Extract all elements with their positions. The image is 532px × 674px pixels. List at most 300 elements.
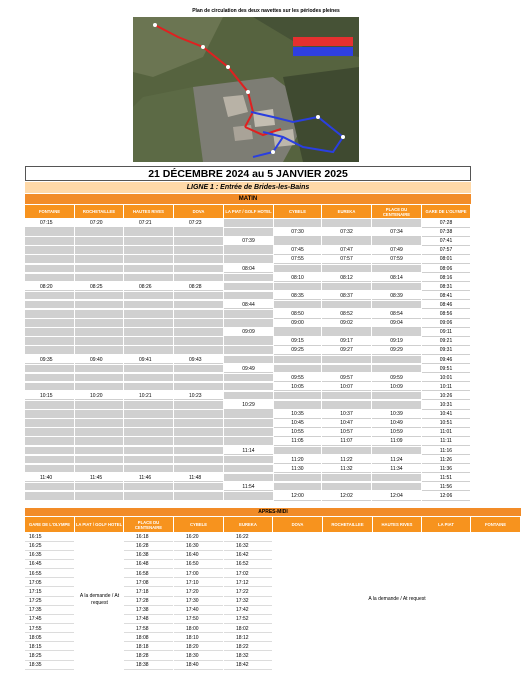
morning-time-cell: [124, 237, 173, 246]
morning-time-cell: 07:34: [372, 228, 421, 237]
morning-time-cell: [224, 246, 273, 255]
morning-time-cell: 07:57: [422, 246, 470, 255]
morning-time-cell: [274, 237, 321, 246]
morning-time-cell: [124, 228, 173, 237]
morning-time-cell: [174, 419, 223, 428]
morning-time-cell: [174, 346, 223, 355]
morning-time-cell: [322, 328, 371, 337]
morning-time-cell: 10:29: [224, 401, 273, 410]
morning-time-cell: [25, 465, 74, 474]
morning-time-cell: [224, 465, 273, 474]
morning-time-cell: 09:35: [25, 356, 74, 365]
morning-time-cell: [124, 292, 173, 301]
morning-time-cell: [174, 319, 223, 328]
morning-time-cell: 09:17: [322, 337, 371, 346]
morning-time-cell: [75, 301, 123, 310]
morning-time-cell: [75, 483, 123, 492]
morning-time-cell: 08:56: [422, 310, 470, 319]
morning-time-cell: [124, 383, 173, 392]
morning-time-cell: [174, 255, 223, 264]
morning-time-cell: 11:36: [422, 465, 470, 474]
morning-time-cell: [25, 237, 74, 246]
afternoon-col-header: GARE DE L'OLYMPE: [25, 517, 74, 532]
morning-time-cell: [372, 219, 421, 228]
morning-time-cell: [372, 447, 421, 456]
afternoon-time-cell: 18:35: [25, 661, 74, 670]
morning-time-cell: [224, 419, 273, 428]
morning-time-cell: [322, 365, 371, 374]
morning-time-cell: 07:39: [224, 237, 273, 246]
morning-time-cell: 11:20: [274, 456, 321, 465]
morning-time-cell: [174, 228, 223, 237]
morning-time-cell: [174, 292, 223, 301]
morning-time-cell: 09:15: [274, 337, 321, 346]
morning-time-cell: [25, 374, 74, 383]
morning-time-cell: [174, 447, 223, 456]
morning-time-cell: [124, 346, 173, 355]
afternoon-time-cell: 18:18: [124, 643, 173, 652]
morning-time-cell: 10:31: [422, 401, 470, 410]
morning-time-cell: [224, 456, 273, 465]
morning-time-cell: [372, 401, 421, 410]
morning-time-cell: 11:46: [124, 474, 173, 483]
morning-time-cell: 09:46: [422, 356, 470, 365]
morning-col-header: GARE DE L'OLYMPE: [422, 205, 470, 218]
afternoon-time-cell: 17:18: [124, 588, 173, 597]
morning-time-cell: [75, 274, 123, 283]
morning-time-cell: 11:14: [224, 447, 273, 456]
morning-time-cell: 07:21: [124, 219, 173, 228]
morning-time-cell: [224, 428, 273, 437]
morning-time-cell: [274, 474, 321, 483]
afternoon-time-cell: 17:28: [124, 597, 173, 606]
morning-time-cell: 11:16: [422, 447, 470, 456]
morning-time-cell: [372, 483, 421, 492]
morning-time-cell: 09:55: [274, 374, 321, 383]
afternoon-time-cell: 16:50: [174, 560, 223, 569]
morning-time-cell: 12:04: [372, 492, 421, 501]
morning-time-cell: [25, 437, 74, 446]
morning-time-cell: 10:59: [372, 428, 421, 437]
morning-time-cell: [224, 310, 273, 319]
morning-time-cell: 07:55: [274, 255, 321, 264]
map-title: Plan de circulation des deux navettes sur les périodes pleines: [192, 8, 340, 14]
morning-time-cell: [174, 428, 223, 437]
morning-time-cell: [224, 474, 273, 483]
afternoon-time-cell: 16:42: [224, 551, 272, 560]
afternoon-time-cell: 16:15: [25, 533, 74, 542]
morning-time-cell: [75, 328, 123, 337]
afternoon-col-header: LA PIAT / GOLF HOTEL: [75, 517, 123, 532]
afternoon-time-cell: 17:58: [124, 625, 173, 634]
morning-time-cell: [25, 346, 74, 355]
afternoon-time-cell: 18:10: [174, 634, 223, 643]
morning-time-cell: [75, 383, 123, 392]
morning-time-cell: [224, 283, 273, 292]
morning-time-cell: 12:02: [322, 492, 371, 501]
morning-time-cell: [174, 328, 223, 337]
morning-time-cell: [224, 292, 273, 301]
morning-time-cell: 10:23: [174, 392, 223, 401]
morning-time-cell: [124, 319, 173, 328]
morning-time-cell: [124, 374, 173, 383]
morning-time-cell: 10:20: [75, 392, 123, 401]
morning-time-cell: [174, 437, 223, 446]
morning-time-cell: 09:51: [422, 365, 470, 374]
morning-time-cell: [25, 383, 74, 392]
morning-time-cell: [124, 310, 173, 319]
morning-col-header: ROCHETAILLEE: [75, 205, 123, 218]
morning-time-cell: [322, 392, 371, 401]
morning-time-cell: [174, 483, 223, 492]
morning-time-cell: [75, 292, 123, 301]
morning-time-cell: 08:01: [422, 255, 470, 264]
morning-time-cell: 09:02: [322, 319, 371, 328]
morning-time-cell: [224, 410, 273, 419]
morning-col-header: LA PIAT / GOLF HOTEL: [224, 205, 273, 218]
morning-time-cell: [25, 319, 74, 328]
afternoon-col-header: EUREKA: [224, 517, 272, 532]
afternoon-time-cell: 18:22: [224, 643, 272, 652]
morning-time-cell: [372, 265, 421, 274]
morning-time-cell: [174, 310, 223, 319]
afternoon-col-header: ROCHETAILLEE: [323, 517, 372, 532]
morning-time-cell: [372, 392, 421, 401]
morning-time-cell: 09:19: [372, 337, 421, 346]
afternoon-time-cell: 17:35: [25, 606, 74, 615]
morning-time-cell: 11:48: [174, 474, 223, 483]
morning-time-cell: [124, 274, 173, 283]
morning-time-cell: [322, 356, 371, 365]
morning-time-cell: [124, 401, 173, 410]
afternoon-time-cell: 16:18: [124, 533, 173, 542]
morning-time-cell: 09:41: [124, 356, 173, 365]
morning-time-cell: [224, 437, 273, 446]
morning-time-cell: 12:06: [422, 492, 470, 501]
morning-time-cell: [224, 346, 273, 355]
morning-time-cell: 08:28: [174, 283, 223, 292]
morning-time-cell: 11:40: [25, 474, 74, 483]
afternoon-time-cell: 16:52: [224, 560, 272, 569]
morning-time-cell: 09:25: [274, 346, 321, 355]
morning-time-cell: 08:26: [124, 283, 173, 292]
afternoon-time-cell: 18:25: [25, 652, 74, 661]
morning-time-cell: [25, 292, 74, 301]
morning-time-cell: 11:32: [322, 465, 371, 474]
afternoon-time-cell: 16:35: [25, 551, 74, 560]
morning-time-cell: [25, 274, 74, 283]
morning-time-cell: 08:46: [422, 301, 470, 310]
morning-time-cell: [25, 301, 74, 310]
afternoon-time-cell: 17:52: [224, 615, 272, 624]
morning-time-cell: [25, 492, 74, 501]
morning-time-cell: 11:54: [224, 483, 273, 492]
morning-time-cell: 10:11: [422, 383, 470, 392]
afternoon-time-cell: 17:42: [224, 606, 272, 615]
morning-time-cell: [274, 283, 321, 292]
afternoon-time-cell: 17:50: [174, 615, 223, 624]
afternoon-time-cell: 17:48: [124, 615, 173, 624]
morning-time-cell: [75, 447, 123, 456]
period-title: 21 DÉCEMBRE 2024 au 5 JANVIER 2025: [25, 166, 471, 181]
morning-time-cell: 10:26: [422, 392, 470, 401]
morning-time-cell: [224, 374, 273, 383]
afternoon-time-cell: 18:15: [25, 643, 74, 652]
afternoon-col-header: FONTAINE: [471, 517, 520, 532]
afternoon-col-header: HAUTES RIVES: [373, 517, 421, 532]
morning-time-cell: 09:04: [372, 319, 421, 328]
afternoon-time-cell: 17:02: [224, 570, 272, 579]
afternoon-time-cell: 17:20: [174, 588, 223, 597]
afternoon-time-cell: 17:12: [224, 579, 272, 588]
morning-time-cell: [25, 310, 74, 319]
morning-time-cell: [274, 219, 321, 228]
morning-time-cell: [124, 246, 173, 255]
morning-time-cell: [322, 447, 371, 456]
morning-time-cell: [322, 237, 371, 246]
morning-time-cell: [75, 401, 123, 410]
morning-time-cell: [75, 319, 123, 328]
morning-time-cell: [25, 228, 74, 237]
morning-time-cell: 08:10: [274, 274, 321, 283]
morning-time-cell: [372, 237, 421, 246]
morning-time-cell: [124, 492, 173, 501]
morning-time-cell: 08:16: [422, 274, 470, 283]
morning-time-cell: [25, 255, 74, 264]
afternoon-time-cell: 17:30: [174, 597, 223, 606]
morning-time-cell: [75, 237, 123, 246]
morning-time-cell: 09:31: [422, 346, 470, 355]
afternoon-time-cell: 18:02: [224, 625, 272, 634]
morning-time-cell: [25, 483, 74, 492]
morning-time-cell: [124, 419, 173, 428]
morning-time-cell: [124, 337, 173, 346]
afternoon-time-cell: 16:40: [174, 551, 223, 560]
morning-time-cell: [174, 301, 223, 310]
morning-time-cell: 11:26: [422, 456, 470, 465]
morning-time-cell: [274, 301, 321, 310]
morning-col-header: DOVA: [174, 205, 223, 218]
afternoon-time-cell: 17:25: [25, 597, 74, 606]
morning-time-cell: 09:09: [224, 328, 273, 337]
morning-time-cell: [372, 356, 421, 365]
morning-time-cell: 11:56: [422, 483, 470, 492]
morning-time-cell: 10:39: [372, 410, 421, 419]
morning-time-cell: 09:21: [422, 337, 470, 346]
afternoon-time-cell: 16:58: [124, 570, 173, 579]
morning-time-cell: 11:30: [274, 465, 321, 474]
morning-time-cell: [124, 328, 173, 337]
afternoon-col-header: PLACE DU CENTENAIRE: [124, 517, 173, 532]
morning-time-cell: 11:22: [322, 456, 371, 465]
morning-time-cell: [25, 328, 74, 337]
morning-time-cell: 09:11: [422, 328, 470, 337]
morning-time-cell: 08:52: [322, 310, 371, 319]
morning-time-cell: [274, 392, 321, 401]
morning-col-header: CYBELE: [274, 205, 321, 218]
morning-time-cell: [274, 401, 321, 410]
on-demand-note-right: A la demande / At request: [368, 596, 426, 602]
line-label: LIGNE 1 : Entrée de Brides-les-Bains: [25, 182, 471, 193]
morning-time-cell: [124, 265, 173, 274]
afternoon-time-cell: 17:10: [174, 579, 223, 588]
afternoon-time-cell: 18:32: [224, 652, 272, 661]
afternoon-time-cell: 16:30: [174, 542, 223, 551]
morning-time-cell: [25, 365, 74, 374]
morning-time-cell: 08:14: [372, 274, 421, 283]
morning-time-cell: 08:50: [274, 310, 321, 319]
morning-time-cell: 08:31: [422, 283, 470, 292]
morning-time-cell: 11:09: [372, 437, 421, 446]
afternoon-col-header: DOVA: [273, 517, 322, 532]
morning-time-cell: [124, 301, 173, 310]
morning-time-cell: 11:45: [75, 474, 123, 483]
morning-time-cell: 07:45: [274, 246, 321, 255]
afternoon-time-cell: 18:05: [25, 634, 74, 643]
morning-time-cell: 07:20: [75, 219, 123, 228]
afternoon-time-cell: 17:32: [224, 597, 272, 606]
afternoon-time-cell: 16:22: [224, 533, 272, 542]
morning-time-cell: 07:28: [422, 219, 470, 228]
morning-time-cell: [372, 301, 421, 310]
afternoon-col-header: LA PIAT: [422, 517, 470, 532]
morning-time-cell: [75, 456, 123, 465]
afternoon-time-cell: 17:05: [25, 579, 74, 588]
morning-time-cell: 09:49: [224, 365, 273, 374]
morning-time-cell: 10:55: [274, 428, 321, 437]
morning-time-cell: 10:47: [322, 419, 371, 428]
morning-time-cell: [322, 265, 371, 274]
afternoon-time-cell: 16:32: [224, 542, 272, 551]
morning-time-cell: [174, 337, 223, 346]
morning-time-cell: [124, 483, 173, 492]
morning-col-header: FONTAINE: [25, 205, 74, 218]
morning-time-cell: [75, 428, 123, 437]
morning-time-cell: 08:04: [224, 265, 273, 274]
morning-time-cell: 10:49: [372, 419, 421, 428]
morning-time-cell: 07:23: [174, 219, 223, 228]
morning-time-cell: [174, 365, 223, 374]
morning-time-cell: [174, 410, 223, 419]
morning-time-cell: [322, 301, 371, 310]
morning-time-cell: [174, 237, 223, 246]
morning-time-cell: [124, 437, 173, 446]
morning-time-cell: 07:57: [322, 255, 371, 264]
afternoon-time-cell: 18:00: [174, 625, 223, 634]
morning-time-cell: 11:05: [274, 437, 321, 446]
morning-time-cell: 08:06: [422, 265, 470, 274]
morning-time-cell: 08:44: [224, 301, 273, 310]
morning-time-cell: 09:27: [322, 346, 371, 355]
morning-time-cell: [25, 265, 74, 274]
morning-time-cell: 07:32: [322, 228, 371, 237]
morning-time-cell: [75, 265, 123, 274]
afternoon-time-cell: 17:22: [224, 588, 272, 597]
morning-time-cell: 07:38: [422, 228, 470, 237]
morning-time-cell: [174, 492, 223, 501]
morning-time-cell: 09:29: [372, 346, 421, 355]
afternoon-time-cell: 18:28: [124, 652, 173, 661]
morning-time-cell: 12:00: [274, 492, 321, 501]
morning-time-cell: [174, 265, 223, 274]
morning-time-cell: [174, 383, 223, 392]
morning-time-cell: [75, 492, 123, 501]
morning-col-header: HAUTES RIVES: [124, 205, 173, 218]
afternoon-col-header: CYBELE: [174, 517, 223, 532]
morning-time-cell: [124, 465, 173, 474]
morning-time-cell: 11:51: [422, 474, 470, 483]
morning-time-cell: [25, 246, 74, 255]
morning-time-cell: [322, 401, 371, 410]
morning-time-cell: [75, 255, 123, 264]
morning-time-cell: 10:45: [274, 419, 321, 428]
morning-time-cell: 09:59: [372, 374, 421, 383]
morning-time-cell: 11:34: [372, 465, 421, 474]
morning-time-cell: [322, 219, 371, 228]
morning-time-cell: 10:51: [422, 419, 470, 428]
morning-time-cell: [75, 410, 123, 419]
morning-time-cell: [124, 428, 173, 437]
morning-time-cell: 07:41: [422, 237, 470, 246]
morning-time-cell: 08:54: [372, 310, 421, 319]
morning-time-cell: 07:49: [372, 246, 421, 255]
morning-time-cell: 11:07: [322, 437, 371, 446]
morning-time-cell: [174, 456, 223, 465]
morning-time-cell: [174, 374, 223, 383]
morning-time-cell: [322, 483, 371, 492]
morning-time-cell: [124, 447, 173, 456]
afternoon-time-cell: 16:20: [174, 533, 223, 542]
morning-time-cell: [224, 274, 273, 283]
morning-time-cell: [75, 374, 123, 383]
afternoon-time-cell: 16:28: [124, 542, 173, 551]
morning-time-cell: 10:37: [322, 410, 371, 419]
morning-time-cell: [224, 255, 273, 264]
morning-label: MATIN: [25, 194, 471, 204]
morning-time-cell: [224, 383, 273, 392]
morning-time-cell: 08:41: [422, 292, 470, 301]
morning-time-cell: [274, 265, 321, 274]
morning-time-cell: [75, 419, 123, 428]
morning-time-cell: 08:12: [322, 274, 371, 283]
morning-time-cell: [372, 328, 421, 337]
morning-time-cell: 09:57: [322, 374, 371, 383]
morning-col-header: EUREKA: [322, 205, 371, 218]
morning-time-cell: [75, 337, 123, 346]
morning-time-cell: [274, 328, 321, 337]
morning-time-cell: [224, 319, 273, 328]
afternoon-time-cell: 18:40: [174, 661, 223, 670]
morning-time-cell: 07:30: [274, 228, 321, 237]
afternoon-time-cell: 17:45: [25, 615, 74, 624]
morning-time-cell: 07:15: [25, 219, 74, 228]
on-demand-note-left: A la demande / At request: [79, 593, 120, 606]
morning-time-cell: 08:25: [75, 283, 123, 292]
morning-time-cell: 08:39: [372, 292, 421, 301]
afternoon-time-cell: 16:55: [25, 570, 74, 579]
afternoon-time-cell: 18:30: [174, 652, 223, 661]
afternoon-time-cell: 16:48: [124, 560, 173, 569]
morning-time-cell: [274, 365, 321, 374]
morning-time-cell: [274, 356, 321, 365]
afternoon-time-cell: 16:25: [25, 542, 74, 551]
morning-time-cell: [224, 392, 273, 401]
morning-time-cell: [75, 228, 123, 237]
morning-time-cell: 08:35: [274, 292, 321, 301]
morning-time-cell: 10:57: [322, 428, 371, 437]
morning-time-cell: 09:40: [75, 356, 123, 365]
morning-time-cell: [25, 410, 74, 419]
